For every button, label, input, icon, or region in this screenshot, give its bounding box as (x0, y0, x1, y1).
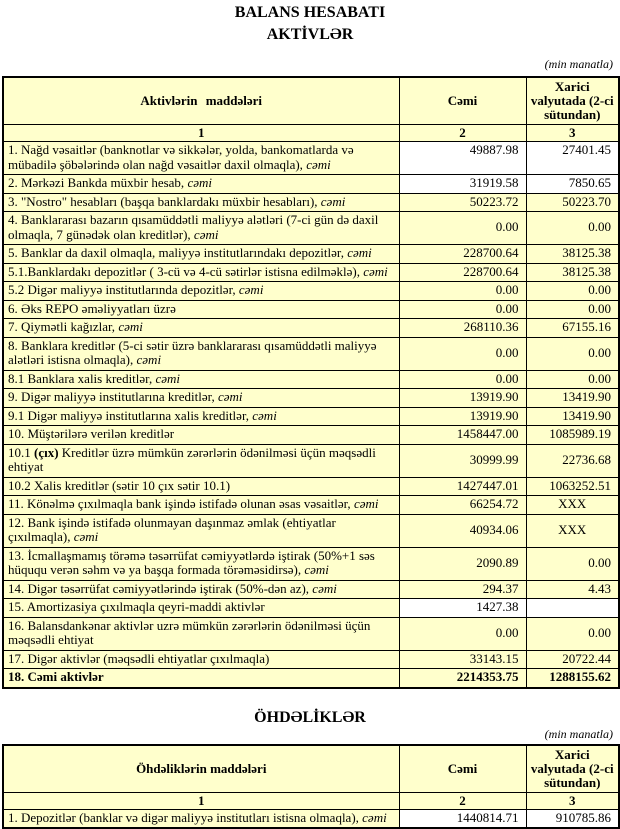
row-label-segment: cəmi (312, 581, 337, 596)
row-label-segment: cəmi (354, 496, 379, 511)
asset-row-total-value: 33143.15 (399, 650, 526, 669)
asset-row-label (3, 389, 399, 408)
table-row (3, 337, 619, 370)
row-label-segment: cəmi (187, 175, 212, 190)
asset-row-label (3, 319, 399, 338)
asset-row-total-value: 2090.89 (399, 547, 526, 580)
asset-row-foreign-value: 0.00 (526, 212, 619, 245)
table-row (3, 407, 619, 426)
liabilities-header-foreign: Xarici valyutada (2-ci sütundan) (526, 745, 619, 793)
asset-row-label (3, 282, 399, 301)
assets-units-note: (min manatla) (0, 57, 613, 72)
row-label-segment: 3. "Nostro" hesabları (başqa banklardakı müxbir hesabları), (8, 194, 321, 209)
asset-row-foreign-value: 27401.45 (526, 142, 619, 175)
assets-table (2, 76, 620, 689)
table-row (3, 193, 619, 212)
liabilities-header-items: Öhdəliklərin maddələri (3, 745, 399, 793)
asset-row-label (3, 496, 399, 515)
row-label-segment: cəmi (304, 562, 329, 577)
assets-index-3: 3 (526, 125, 619, 142)
asset-row-foreign-value: XXX (526, 514, 619, 547)
asset-row-total-value: 228700.64 (399, 263, 526, 282)
row-label-segment: 13. İcmallaşmamış törəmə təsərrüfat cəmiyyətlərdə iştirak (50%+1 səs hüququ verən səhm və ya başqa formada törəməsidirsə), (8, 548, 375, 578)
asset-row-label (3, 212, 399, 245)
asset-row-total-value: 0.00 (399, 337, 526, 370)
table-row (3, 444, 619, 477)
row-label-segment: 10.2 Xalis kreditlər (sətir 10 çıx sətir 10.1) (8, 478, 230, 493)
row-label-segment: 2. Mərkəzi Bankda müxbir hesab, (8, 175, 187, 190)
asset-row-label (3, 426, 399, 445)
asset-row-label (3, 477, 399, 496)
asset-row-label (3, 245, 399, 264)
liabilities-index-3: 3 (526, 792, 619, 809)
assets-section-title: AKTİVLƏR (0, 25, 620, 44)
asset-row-total-value: 1427447.01 (399, 477, 526, 496)
assets-index-2: 2 (399, 125, 526, 142)
asset-row-foreign-value (526, 599, 619, 618)
row-label-segment: 14. Digər təsərrüfat cəmiyyətlərində iştirak (50%-dən az), (8, 581, 312, 596)
row-label-segment: cəmi (362, 810, 387, 825)
row-label-segment: 8. Banklara kreditlər (5-ci sətir üzrə banklararası qısamüddətli maliyyə alətləri istisna olmaqla), (8, 338, 377, 368)
document-page (0, 3, 620, 829)
asset-row-total-value: 0.00 (399, 617, 526, 650)
liabilities-section-title: ÖHDƏLİKLƏR (0, 708, 620, 727)
asset-row-label (3, 263, 399, 282)
asset-row-label (3, 650, 399, 669)
document-title: BALANS HESABATI (0, 3, 620, 22)
asset-row-total-value: 40934.06 (399, 514, 526, 547)
row-label-segment: 1. Depozitlər (banklar və digər maliyyə institutları istisna olmaqla), (8, 810, 362, 825)
asset-row-foreign-value: 0.00 (526, 300, 619, 319)
row-label-segment: 12. Bank işində istifadə olunmayan daşınmaz əmlak (ehtiyatlar çıxılmaqla), (8, 515, 336, 545)
asset-row-total-value: 50223.72 (399, 193, 526, 212)
asset-row-total-value: 0.00 (399, 300, 526, 319)
table-row (3, 370, 619, 389)
asset-row-foreign-value: 50223.70 (526, 193, 619, 212)
liabilities-header-row (3, 745, 619, 793)
table-row (3, 669, 619, 688)
asset-row-total-value: 0.00 (399, 370, 526, 389)
table-row (3, 599, 619, 618)
asset-row-total-value: 0.00 (399, 282, 526, 301)
assets-header-items: Aktivlərin maddələri (3, 77, 399, 125)
row-label-segment: 8.1 Banklara xalis kreditlər, (8, 371, 156, 386)
table-row (3, 175, 619, 194)
table-row (3, 245, 619, 264)
liabilities-index-row (3, 792, 619, 809)
asset-row-label (3, 142, 399, 175)
row-label-segment: 5.1.Banklardakı depozitlər ( 3-cü və 4-cü sətirlər istisna edilməklə), (8, 264, 363, 279)
row-label-segment: 9.1 Digər maliyyə institutlarına xalis kreditlər, (8, 408, 252, 423)
row-label-segment: (çıx) (34, 445, 59, 460)
asset-row-total-value: 2214353.75 (399, 669, 526, 688)
row-label-segment: cəmi (74, 529, 99, 544)
asset-row-foreign-value: 20722.44 (526, 650, 619, 669)
asset-row-foreign-value: 0.00 (526, 547, 619, 580)
asset-row-foreign-value: 1063252.51 (526, 477, 619, 496)
table-row (3, 809, 619, 828)
asset-row-label (3, 580, 399, 599)
row-label-segment: cəmi (306, 157, 331, 172)
row-label-segment: cəmi (252, 408, 277, 423)
row-label-segment: cəmi (194, 227, 219, 242)
row-label-segment: 10.1 (8, 445, 34, 460)
asset-row-label (3, 547, 399, 580)
table-row (3, 617, 619, 650)
table-row (3, 389, 619, 408)
asset-row-label (3, 337, 399, 370)
asset-row-foreign-value: 13419.90 (526, 407, 619, 426)
asset-row-foreign-value: 0.00 (526, 337, 619, 370)
row-label-segment: cəmi (321, 194, 346, 209)
assets-header-total: Cəmi (399, 77, 526, 125)
asset-row-label (3, 617, 399, 650)
asset-row-label (3, 300, 399, 319)
liabilities-index-2: 2 (399, 792, 526, 809)
asset-row-total-value: 1427.38 (399, 599, 526, 618)
asset-row-total-value: 268110.36 (399, 319, 526, 338)
assets-index-1: 1 (3, 125, 399, 142)
table-row (3, 514, 619, 547)
row-label-segment: cəmi (347, 245, 372, 260)
assets-header-foreign: Xarici valyutada (2-ci sütundan) (526, 77, 619, 125)
row-label-segment: 10. Müştərilərə verilən kreditlər (8, 426, 174, 441)
asset-row-label (3, 444, 399, 477)
row-label-segment: 15. Amortizasiya çıxılmaqla qeyri-maddi aktivlər (8, 599, 265, 614)
asset-row-foreign-value: 67155.16 (526, 319, 619, 338)
row-label-segment: cəmi (239, 282, 264, 297)
table-row (3, 477, 619, 496)
table-row (3, 142, 619, 175)
asset-row-label (3, 175, 399, 194)
row-label-segment: 17. Digər aktivlər (məqsədli ehtiyatlar çıxılmaqla) (8, 651, 269, 666)
row-label-segment: 4. Banklararası bazarın qısamüddətli maliyyə alətləri (7-ci gün də daxil olmaqla, 7 günədək olan kreditlər), (8, 212, 378, 242)
assets-index-row (3, 125, 619, 142)
row-label-segment: 11. Könəlmə çıxılmaqla bank işində istifadə olunan əsas vəsaitlər, (8, 496, 354, 511)
asset-row-total-value: 294.37 (399, 580, 526, 599)
row-label-segment: 9. Digər maliyyə institutlarına kreditlər, (8, 389, 218, 404)
table-row (3, 426, 619, 445)
liabilities-index-1: 1 (3, 792, 399, 809)
table-row (3, 496, 619, 515)
table-row (3, 650, 619, 669)
table-row (3, 547, 619, 580)
asset-row-foreign-value: 7850.65 (526, 175, 619, 194)
table-row (3, 319, 619, 338)
asset-row-foreign-value: XXX (526, 496, 619, 515)
asset-row-total-value: 13919.90 (399, 407, 526, 426)
row-label-segment: cəmi (137, 352, 162, 367)
assets-table-body (3, 142, 619, 688)
liabilities-header-total: Cəmi (399, 745, 526, 793)
asset-row-foreign-value: 38125.38 (526, 245, 619, 264)
asset-row-total-value: 30999.99 (399, 444, 526, 477)
row-label-segment: 5.2 Digər maliyyə institutlarında depozitlər, (8, 282, 239, 297)
row-label-segment: 5. Banklar da daxil olmaqla, maliyyə institutlarındakı depozitlər, (8, 245, 347, 260)
asset-row-foreign-value: 0.00 (526, 370, 619, 389)
asset-row-total-value: 13919.90 (399, 389, 526, 408)
table-row (3, 282, 619, 301)
liabilities-units-note: (min manatla) (0, 727, 613, 742)
asset-row-label (3, 514, 399, 547)
asset-row-foreign-value: 4.43 (526, 580, 619, 599)
asset-row-total-value: 31919.58 (399, 175, 526, 194)
asset-row-label (3, 669, 399, 688)
asset-row-foreign-value: 0.00 (526, 617, 619, 650)
liabilities-table-body (3, 809, 619, 828)
asset-row-label (3, 599, 399, 618)
asset-row-total-value: 49887.98 (399, 142, 526, 175)
table-row (3, 212, 619, 245)
row-label-segment: cəmi (118, 319, 143, 334)
asset-row-foreign-value: 0.00 (526, 282, 619, 301)
table-row (3, 263, 619, 282)
asset-row-total-value: 66254.72 (399, 496, 526, 515)
asset-row-total-value: 1458447.00 (399, 426, 526, 445)
row-label-segment: 16. Balansdankənar aktivlər uzrə mümkün zərərlərin ödənilməsi üçün məqsədli ehtiyat (8, 618, 370, 648)
asset-row-label (3, 370, 399, 389)
row-label-segment: 18. Cəmi aktivlər (8, 669, 104, 684)
asset-row-foreign-value: 38125.38 (526, 263, 619, 282)
row-label-segment: cəmi (363, 264, 388, 279)
asset-row-foreign-value: 1288155.62 (526, 669, 619, 688)
liabilities-table (2, 744, 620, 829)
row-label-segment: cəmi (156, 371, 181, 386)
row-label-segment: cəmi (218, 389, 243, 404)
asset-row-foreign-value: 1085989.19 (526, 426, 619, 445)
row-label-segment: 6. Əks REPO əməliyyatları üzrə (8, 301, 176, 316)
liability-row-label (3, 809, 399, 828)
liability-row-total-value: 1440814.71 (399, 809, 526, 828)
asset-row-foreign-value: 22736.68 (526, 444, 619, 477)
table-row (3, 300, 619, 319)
table-row (3, 580, 619, 599)
asset-row-label (3, 193, 399, 212)
row-label-segment: 1. Nağd vəsaitlər (banknotlar və sikkələr, yolda, bankomatlarda və mübadilə şöbələrində olan nağd vəsaitlər daxil olmaqla), (8, 142, 354, 172)
row-label-segment: 7. Qiymətli kağızlar, (8, 319, 118, 334)
asset-row-total-value: 228700.64 (399, 245, 526, 264)
assets-header-row (3, 77, 619, 125)
liability-row-foreign-value: 910785.86 (526, 809, 619, 828)
asset-row-label (3, 407, 399, 426)
asset-row-total-value: 0.00 (399, 212, 526, 245)
row-label-segment: Kreditlər üzrə mümkün zərərlərin ödənilməsi üçün məqsədli ehtiyat (8, 445, 376, 475)
asset-row-foreign-value: 13419.90 (526, 389, 619, 408)
